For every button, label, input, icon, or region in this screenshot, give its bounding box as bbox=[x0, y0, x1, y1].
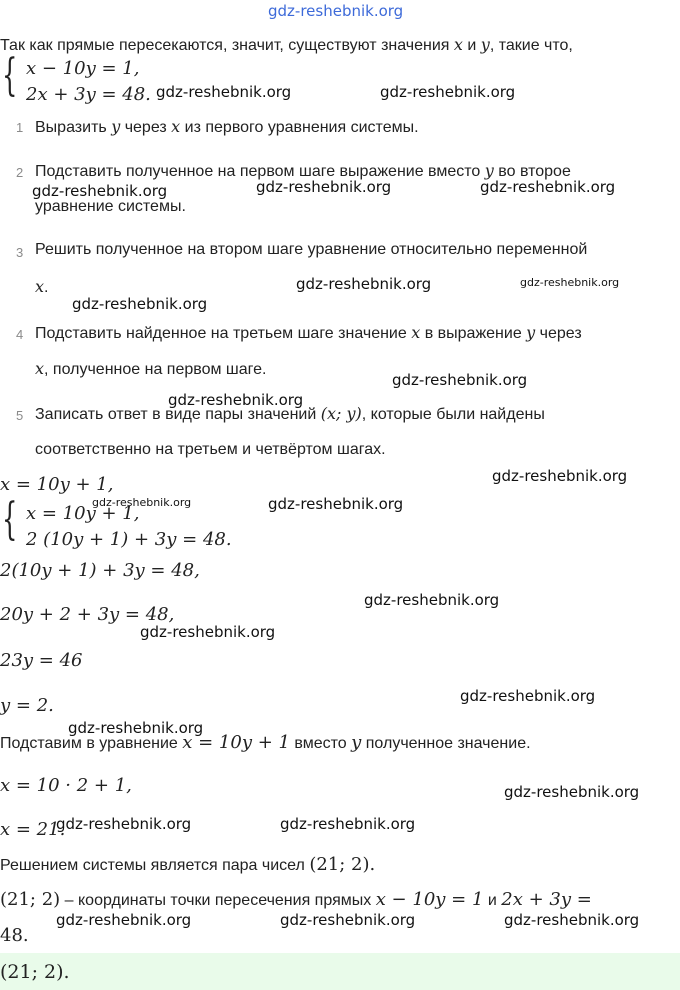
solution-line-6: x = 21. bbox=[0, 819, 66, 840]
answer-value: (21; 2). bbox=[0, 961, 70, 983]
step-5-text-line2: соответственно на третьем и четвёртом шагах. bbox=[35, 441, 386, 458]
watermark: gdz-reshebnik.org bbox=[520, 276, 620, 289]
step-4-text-line2: x, полученное на первом шаге. bbox=[35, 359, 267, 378]
watermark: gdz-reshebnik.org bbox=[460, 687, 596, 705]
watermark: gdz-reshebnik.org bbox=[492, 467, 628, 485]
watermark: gdz-reshebnik.org bbox=[56, 815, 192, 833]
watermark: gdz-reshebnik.org bbox=[168, 391, 304, 409]
watermark: gdz-reshebnik.org bbox=[504, 911, 640, 929]
intro-tail: , такие что, bbox=[489, 37, 573, 54]
step-4-text: Подставить найденное на третьем шаге значение x в выражение y через bbox=[35, 323, 582, 342]
coords-line-tail: 48. bbox=[0, 925, 29, 946]
watermark: gdz-reshebnik.org bbox=[296, 275, 432, 293]
watermark: gdz-reshebnik.org bbox=[280, 911, 416, 929]
watermark: gdz-reshebnik.org bbox=[504, 783, 640, 801]
step-number: 1 bbox=[16, 120, 24, 135]
solution-line-2: 20y + 2 + 3y = 48, bbox=[0, 604, 175, 625]
solution-expr-x: x = 10y + 1, bbox=[0, 474, 114, 495]
watermark: gdz-reshebnik.org bbox=[480, 178, 616, 196]
system2-eq2: 2 (10y + 1) + 3y = 48. bbox=[26, 529, 232, 550]
system1-eq1: x − 10y = 1, bbox=[26, 58, 140, 79]
step-number: 5 bbox=[16, 408, 24, 423]
watermark: gdz-reshebnik.org bbox=[280, 815, 416, 833]
answer-box bbox=[0, 953, 680, 990]
watermark: gdz-reshebnik.org bbox=[364, 591, 500, 609]
watermark: gdz-reshebnik.org bbox=[380, 83, 516, 101]
watermark: gdz-reshebnik.org bbox=[392, 371, 528, 389]
system2-eq1: x = 10y + 1, bbox=[26, 503, 140, 524]
step-5-text: Записать ответ в виде пары значений (x; y), которые были найдены bbox=[35, 404, 545, 423]
step-3-text-line2: x. bbox=[35, 277, 49, 296]
watermark: gdz-reshebnik.org bbox=[32, 182, 168, 200]
solution-line-5: x = 10 · 2 + 1, bbox=[0, 775, 132, 796]
result-line: Решением системы является пара чисел (21; 2). bbox=[0, 854, 376, 875]
intro-text: Так как прямые пересекаются, значит, существуют значения bbox=[0, 37, 450, 54]
intro-line bbox=[0, 35, 573, 55]
watermark: gdz-reshebnik.org bbox=[156, 83, 292, 101]
watermark-top[interactable]: gdz-reshebnik.org bbox=[268, 2, 404, 20]
step-number: 4 bbox=[16, 327, 24, 342]
watermark: gdz-reshebnik.org bbox=[68, 719, 204, 737]
watermark: gdz-reshebnik.org bbox=[56, 911, 192, 929]
system2-brace: { bbox=[2, 494, 18, 545]
step-3-text: Решить полученное на втором шаге уравнение относительно переменной bbox=[35, 241, 588, 258]
step-2-text: Подставить полученное на первом шаге выражение вместо y во второе bbox=[35, 161, 571, 180]
intro-var-y: y bbox=[480, 35, 490, 54]
step-1-text: Выразить y через x из первого уравнения системы. bbox=[35, 117, 419, 136]
system1-eq2: 2x + 3y = 48. bbox=[26, 84, 151, 105]
step-number: 3 bbox=[16, 245, 24, 260]
watermark: gdz-reshebnik.org bbox=[268, 495, 404, 513]
solution-line-1: 2(10y + 1) + 3y = 48, bbox=[0, 560, 200, 581]
solution-line-4: y = 2. bbox=[0, 695, 54, 716]
coords-line: (21; 2) – координаты точки пересечения прямых x − 10y = 1 и 2x + 3y = bbox=[0, 889, 592, 910]
intro-var-x: x bbox=[453, 35, 463, 54]
step-number: 2 bbox=[16, 165, 24, 180]
step-2-text-line2: уравнение системы. bbox=[35, 198, 186, 215]
substitution-line: Подставим в уравнение x = 10y + 1 вместо y полученное значение. bbox=[0, 732, 531, 753]
watermark: gdz-reshebnik.org bbox=[72, 295, 208, 313]
watermark: gdz-reshebnik.org bbox=[92, 496, 192, 509]
watermark: gdz-reshebnik.org bbox=[140, 623, 276, 641]
solution-line-3: 23y = 46 bbox=[0, 650, 83, 671]
intro-and: и bbox=[467, 37, 477, 54]
watermark: gdz-reshebnik.org bbox=[256, 178, 392, 196]
system1-brace: { bbox=[2, 50, 18, 101]
